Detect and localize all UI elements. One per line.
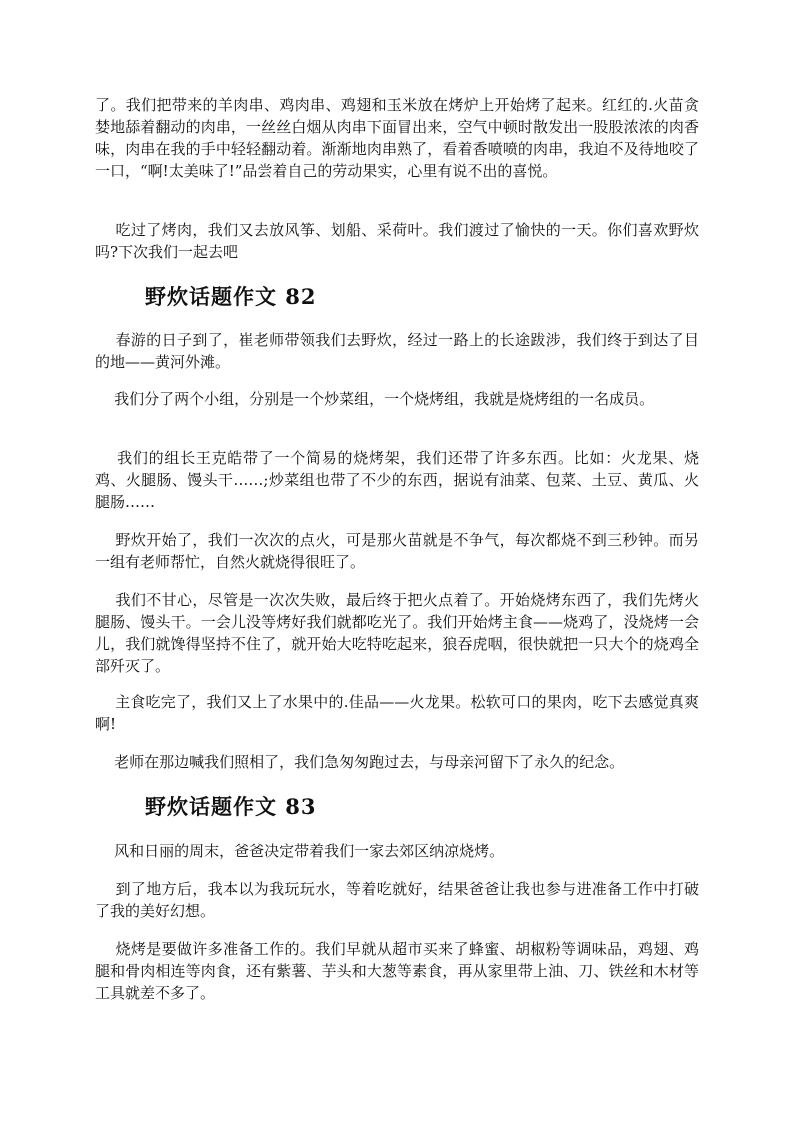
paragraph: 吃过了烤肉，我们又去放风筝、划船、采荷叶。我们渡过了愉快的一天。你们喜欢野炊吗?下次我们一起去吧: [95, 221, 699, 261]
paragraph: 烧烤是要做许多准备工作的。我们早就从超市买来了蜂蜜、胡椒粉等调味品，鸡翅、鸡腿和骨肉相连等肉食，还有紫薯、芋头和大葱等素食，再从家里带上油、刀、铁丝和木材等工具就差不多了。: [95, 940, 699, 1002]
paragraph: 野炊开始了，我们一次次的点火，可是那火苗就是不争气，每次都烧不到三秒钟。而另一组有老师帮忙，自然火就烧得很旺了。: [95, 531, 699, 571]
paragraph: 我们不甘心，尽管是一次次失败，最后终于把火点着了。开始烧烤东西了，我们先烤火腿肠、馒头干。一会儿没等烤好我们就都吃光了。我们开始烤主食——烧鸡了，没烧烤一会儿，我们就馋得坚持不住了，就开始大吃特吃起来，狼吞虎咽，很快就把一只大个的烧鸡全部歼灭了。: [95, 591, 699, 675]
paragraph: 老师在那边喊我们照相了，我们急匆匆跑过去，与母亲河留下了永久的纪念。: [95, 753, 625, 771]
paragraph: 我们的组长王克皓带了一个简易的烧烤架，我们还带了许多东西。比如：火龙果、烧鸡、火腿肠、馒头干……;炒菜组也带了不少的东西，据说有油菜、包菜、土豆、黄瓜、火腿肠……: [95, 449, 699, 511]
section-heading: 野炊话题作文 83: [145, 794, 317, 819]
section-heading: 野炊话题作文 82: [145, 284, 317, 309]
paragraph: 我们分了两个小组，分别是一个炒菜组，一个烧烤组，我就是烧烤组的一名成员。: [95, 390, 655, 408]
paragraph: 主食吃完了，我们又上了水果中的.佳品——火龙果。松软可口的果肉，吃下去感觉真爽啊!: [95, 693, 699, 733]
paragraph: 春游的日子到了，崔老师带领我们去野炊，经过一路上的长途跋涉，我们终于到达了目的地——黄河外滩。: [95, 331, 699, 371]
paragraph: 了。我们把带来的羊肉串、鸡肉串、鸡翅和玉米放在烤炉上开始烤了起来。红红的.火苗贪婪地舔着翻动的肉串，一丝丝白烟从肉串下面冒出来，空气中顿时散发出一股股浓浓的肉香味，肉串在我的手中轻轻翻动着。渐渐地肉串熟了，看着香喷喷的肉串，我迫不及待地咬了一口，“啊!太美味了!”品尝着自己的劳动果实，心里有说不出的喜悦。: [95, 96, 699, 180]
paragraph: 风和日丽的周末，爸爸决定带着我们一家去郊区纳凉烧烤。: [95, 842, 505, 860]
paragraph: 到了地方后，我本以为我玩玩水，等着吃就好，结果爸爸让我也参与进准备工作中打破了我的美好幻想。: [95, 880, 699, 920]
